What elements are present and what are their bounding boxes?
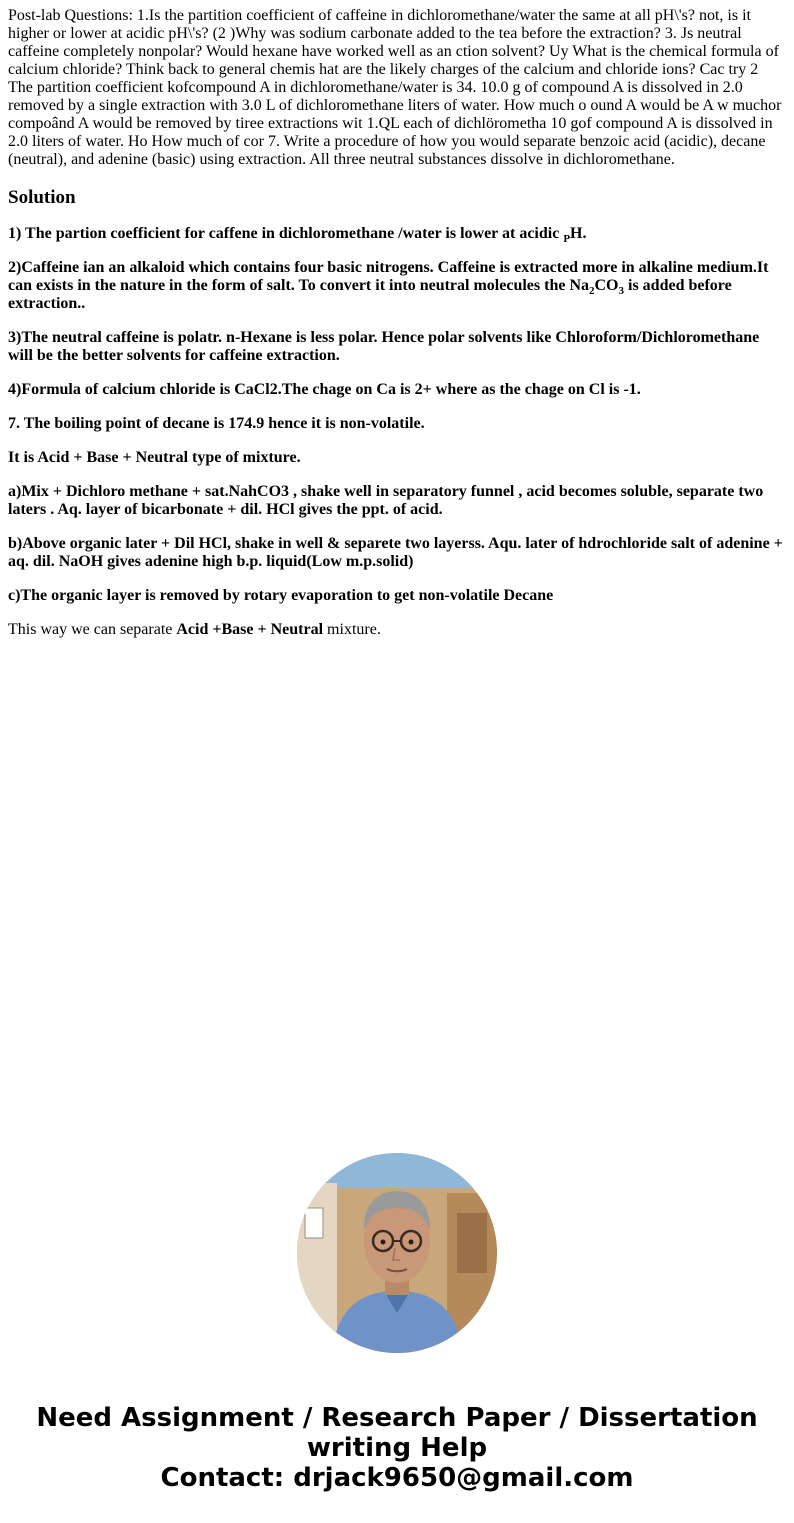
document-body <box>8 7 786 639</box>
answer-1 <box>8 225 786 246</box>
answer-2-text: 2)Caffeine ian an alkaloid which contains four basic nitrogens. Caffeine is extracted more in alkaline medium.It can exists in the nature in the form of salt. To convert it into neutral molecules the Na <box>8 259 769 294</box>
mixture-type: It is Acid + Base + Neutral type of mixture. <box>8 449 301 466</box>
author-portrait-icon <box>297 1153 497 1353</box>
promo-line-2: writing Help <box>306 1433 488 1463</box>
answer-4: 4)Formula of calcium chloride is CaCl2.The chage on Ca is 2+ where as the chage on Cl is -1. <box>8 381 641 398</box>
answer-2-subscript-2: 3 <box>618 285 624 298</box>
answer-7: 7. The boiling point of decane is 174.9 hence it is non-volatile. <box>8 415 425 432</box>
answer-1-subscript: P <box>563 233 571 246</box>
closing-bold: Acid +Base + Neutral <box>176 621 324 638</box>
promo-line-1: Need Assignment / Research Paper / Dissertation <box>36 1403 758 1433</box>
answer-2-text-co: CO <box>594 277 619 294</box>
answer-2-text-end: is added before extraction.. <box>8 277 732 312</box>
answer-3: 3)The neutral caffeine is polatr. n-Hexane is less polar. Hence polar solvents like Chloroform/Dichloromethane will be the better solvents for caffeine extraction. <box>8 329 760 364</box>
author-avatar <box>297 1153 497 1353</box>
closing-line <box>8 621 786 639</box>
procedure-step-c: c)The organic layer is removed by rotary evaporation to get non-volatile Decane <box>8 587 554 604</box>
question-text: Post-lab Questions: 1.Is the partition coefficient of caffeine in dichloromethane/water the same at all pH\'s? not, is it higher or lower at acidic pH\'s? (2 )Why was sodium carbonate added to the tea before the extraction? 3. Js neutral caffeine completely nonpolar? Would hexane have worked well as an ction solvent? Uy What is the chemical formula of calcium chloride? Think back to general chemis hat are the likely charges of the calcium and chloride ions? Cac try 2 The partition coefficient kofcompound A in dichloromethane/water is 34. 10.0 g of compound A is dissolved in 2.0 removed by a single extraction with 3.0 L of dichloromethane liters of water. How much o ound A would be A w muchor compoând A would be removed by tiree extractions wit 1.QL each of dichlörometha 10 gof compound A is dissolved in 2.0 liters of water. Ho How much of cor 7. Write a procedure of how you would separate benzoic acid (acidic), decane (neutral), and adenine (basic) using extraction. All three neutral substances dissolve in dichloromethane. <box>8 7 782 168</box>
answer-1-text: 1) The partion coefficient for caffene in dichloromethane /water is lower at acidic <box>8 225 564 242</box>
answer-2-subscript-1: 2 <box>589 285 595 298</box>
answer-2 <box>8 259 786 313</box>
answer-1-end: H. <box>570 225 587 242</box>
procedure-step-a: a)Mix + Dichloro methane + sat.NahCO3 , shake well in separatory funnel , acid becomes soluble, separate two laters . Aq. layer of bicarbonate + dil. HCl gives the ppt. of acid. <box>8 483 764 518</box>
procedure-step-b: b)Above organic later + Dil HCl, shake in well & separete two layerss. Aqu. later of hdrochloride salt of adenine + aq. dil. NaOH gives adenine high b.p. liquid(Low m.p.solid) <box>8 535 783 570</box>
solution-heading: Solution <box>8 187 76 208</box>
promo-contact: Contact: drjack9650@gmail.com <box>160 1463 634 1493</box>
closing-post: mixture. <box>323 621 381 638</box>
promo-banner <box>0 1403 794 1493</box>
closing-pre: This way we can separate <box>8 621 177 638</box>
